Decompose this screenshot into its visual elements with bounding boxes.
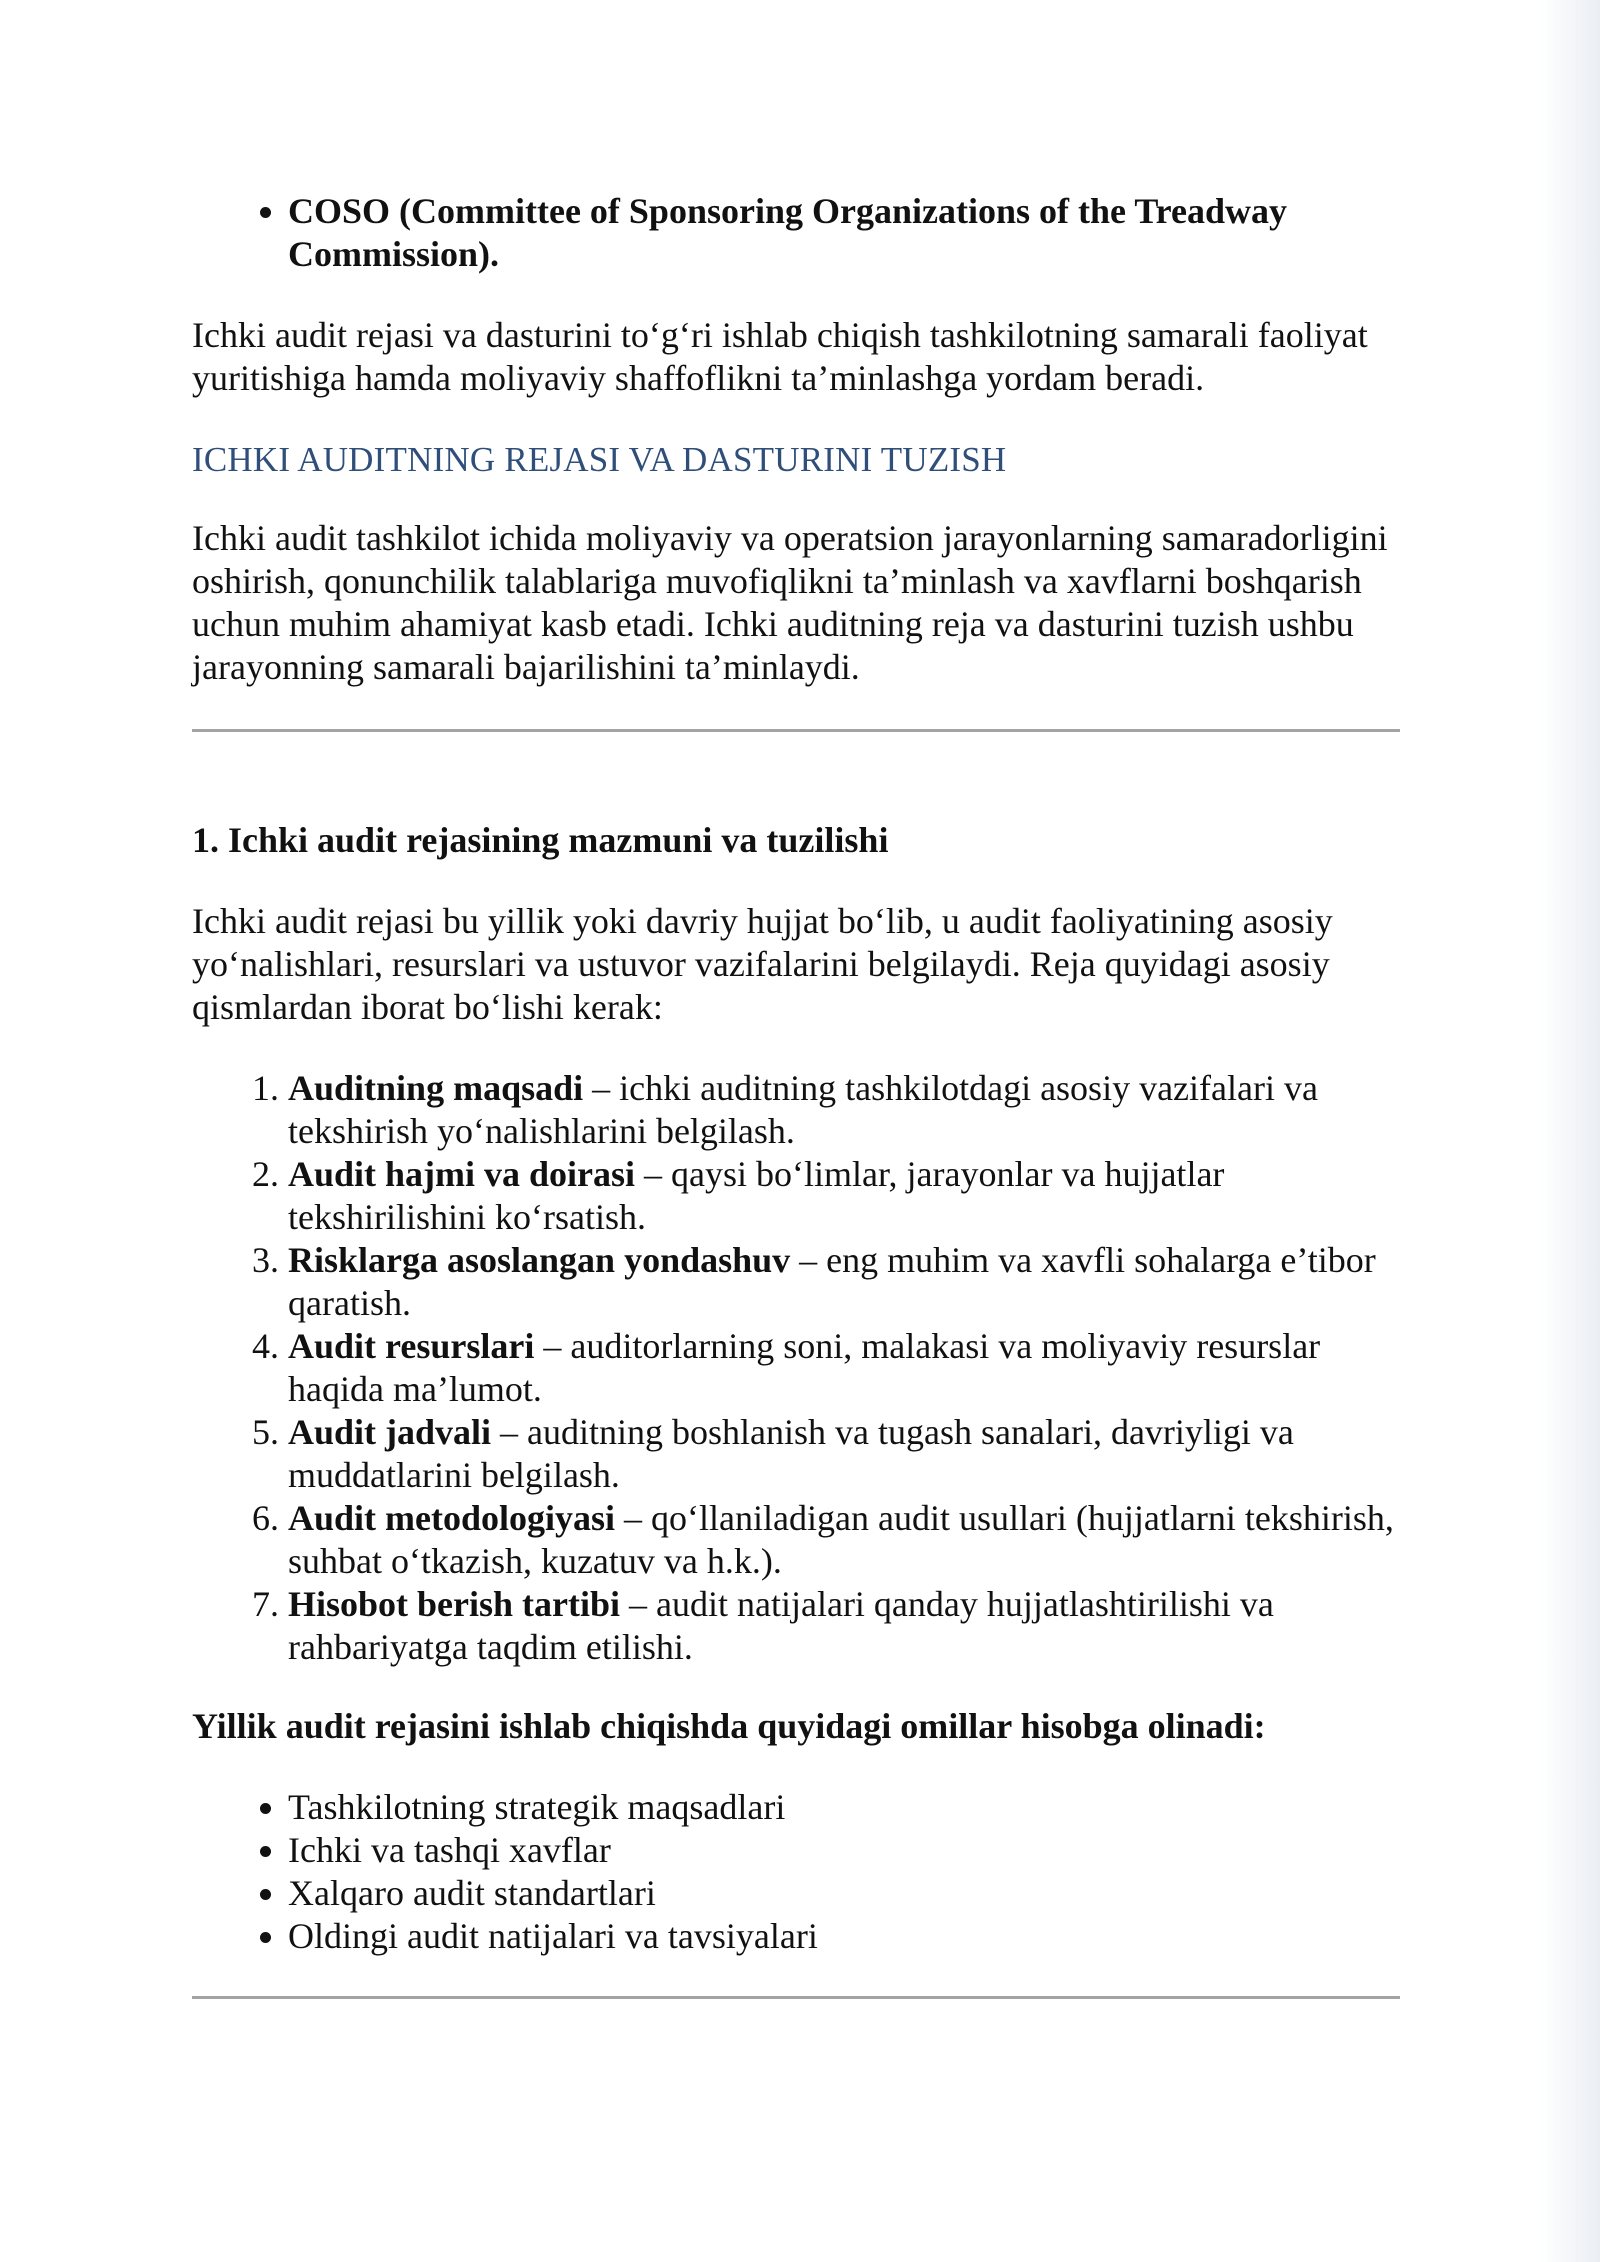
list-item [288,1239,1412,1325]
section-heading: ICHKI AUDITNING REJASI VA DASTURINI TUZISH [192,440,1007,479]
list-item [288,190,1412,276]
list-item: • Ichki va tashqi xavflar [288,1829,1412,1872]
page-edge-shadow [1540,0,1600,2262]
list-item [288,1497,1412,1583]
list-item: • Xalqaro audit standartlari [288,1872,1412,1915]
list-item [288,1325,1412,1411]
item-description: – ichki auditning tashkilotdagi asosiy vazifalari va tekshirish yo‘nalishlarini belgilash. [288,1068,1318,1151]
item-description: – auditning boshlanish va tugash sanalari, davriyligi va muddatlarini belgilash. [288,1412,1294,1495]
item-term: Audit jadvali [288,1412,492,1452]
item-term: Audit resurslari [288,1326,535,1366]
list-item: • Oldingi audit natijalari va tavsiyalari [288,1915,1412,1958]
item-term: Audit hajmi va doirasi [288,1154,636,1194]
intro-paragraph: Ichki audit rejasi va dasturini to‘g‘ri ishlab chiqish tashkilotning samarali faoliyat yuritishiga hamda moliyaviy shaffoflikni ta’minlashga yordam beradi. [192,315,1368,398]
coso-item: COSO (Committee of Sponsoring Organizations of the Treadway Commission). [288,191,1287,274]
item-description: – qo‘llaniladigan audit usullari (hujjatlarni tekshirish, suhbat o‘tkazish, kuzatuv va h.k.). [288,1498,1394,1581]
document-content [192,190,1412,1999]
section-paragraph: Ichki audit tashkilot ichida moliyaviy va operatsion jarayonlarning samaradorligini oshirish, qonunchilik talablariga muvofiqlikni ta’minlash va xavflarni boshqarish uchun muhim ahamiyat kasb etadi. Ichki auditning reja va dasturini tuzish ushbu jarayonning samarali bajarilishini ta’minlaydi. [192,518,1388,687]
factors-list [192,1786,1412,1958]
top-bullet-list [192,190,1412,276]
subsection-paragraph: Ichki audit rejasi bu yillik yoki davriy hujjat bo‘lib, u audit faoliyatining asosiy yo‘nalishlari, resurslari va ustuvor vazifalarini belgilaydi. Reja quyidagi asosiy qismlardan iborat bo‘lishi kerak: [192,901,1333,1027]
item-description: – audit natijalari qanday hujjatlashtirilishi va rahbariyatga taqdim etilishi. [288,1584,1274,1667]
item-description: – eng muhim va xavfli sohalarga e’tibor qaratish. [288,1240,1376,1323]
plan-parts-list [192,1067,1412,1669]
list-item [288,1153,1412,1239]
list-item [288,1583,1412,1669]
horizontal-rule [192,1996,1400,1999]
item-term: Hisobot berish tartibi [288,1584,621,1624]
factors-heading: Yillik audit rejasini ishlab chiqishda quyidagi omillar hisobga olinadi: [192,1706,1266,1746]
item-description: – auditorlarning soni, malakasi va moliyaviy resurslar haqida ma’lumot. [288,1326,1321,1409]
list-item [288,1067,1412,1153]
item-term: Risklarga asoslangan yondashuv [288,1240,791,1280]
list-item [288,1411,1412,1497]
horizontal-rule [192,729,1400,732]
item-term: Audit metodologiyasi [288,1498,616,1538]
item-term: Auditning maqsadi [288,1068,584,1108]
subsection-title: 1. Ichki audit rejasining mazmuni va tuzilishi [192,820,889,860]
list-item: • Tashkilotning strategik maqsadlari [288,1786,1412,1829]
item-description: – qaysi bo‘limlar, jarayonlar va hujjatlar tekshirilishini ko‘rsatish. [288,1154,1225,1237]
